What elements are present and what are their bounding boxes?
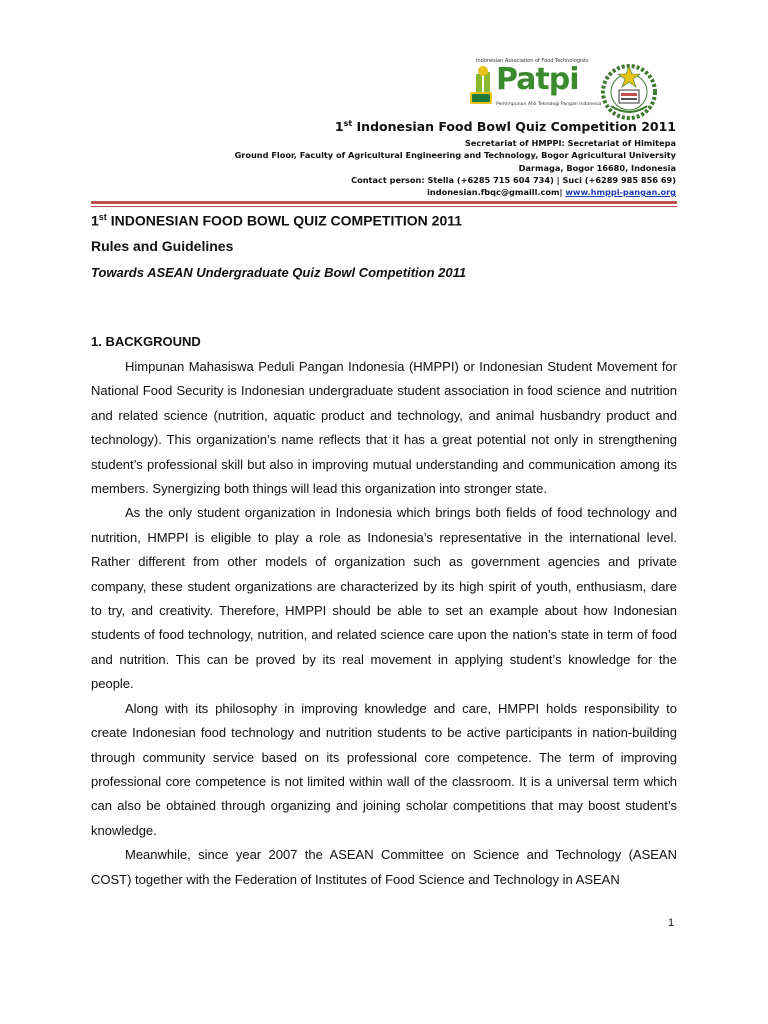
letterhead-website-link[interactable]: www.hmppi-pangan.org	[565, 187, 676, 197]
letterhead-email-line	[0, 187, 676, 197]
paragraph: Meanwhile, since year 2007 the ASEAN Committee on Science and Technology (ASEAN COST) together with the Federation of Institutes of Food Science and Technology in ASEAN	[91, 847, 677, 887]
paragraph: Himpunan Mahasiswa Peduli Pangan Indonesia (HMPPI) or Indonesian Student Movement for National Food Security is Indonesian undergraduate student association in food science and nutrition and related science (nutrition, aquatic product and technology, and animal husbandry product and technology). This organization’s name reflects that it has a great potential not only in strengthening student’s professional skill but also in improving mutual understanding and communication among its members. Synergizing both things will lead this organization into stronger state.	[91, 359, 677, 497]
header-divider-thin	[91, 206, 677, 207]
logo-bottom-text: Perhimpunan Ahli Teknologi Pangan Indonesia	[496, 102, 602, 107]
patpi-logo	[470, 58, 602, 120]
page-number: 1	[668, 917, 675, 929]
logo-top-text: Indonesian Association of Food Technologists	[476, 58, 589, 64]
letterhead-address1: Ground Floor, Faculty of Agricultural Engineering and Technology, Bogor Agricultural University	[234, 150, 676, 160]
document-tagline: Towards ASEAN Undergraduate Quiz Bowl Competition 2011	[91, 265, 467, 280]
logo-name: Patpi	[496, 62, 579, 97]
letterhead-secretariat: Secretariat of HMPPI: Secretariat of Himitepa	[464, 138, 676, 148]
section-body	[91, 355, 677, 892]
letterhead-title: 1st Indonesian Food Bowl Quiz Competition 2011	[334, 119, 676, 135]
letterhead-contact: Contact person: Stella (+6285 715 604 734) | Suci (+6289 985 856 69)	[351, 175, 676, 185]
document-subtitle: Rules and Guidelines	[91, 238, 234, 254]
letterhead-email: indonesian.fbqc@gmaill.com|	[427, 187, 563, 197]
letterhead-address2: Darmaga, Bogor 16680, Indonesia	[518, 163, 676, 173]
paragraph: As the only student organization in Indonesia which brings both fields of food technology and nutrition, HMPPI is eligible to play a role as Indonesia’s representative in the international level. Rather different from other models of organization such as government agencies and private company, these student organizations are characterized by its high spirit of youth, enthusiasm, dare to try, and creativity. Therefore, HMPPI should be able to set an example about how Indonesian students of food technology, nutrition, and related science care upon the nation’s state in term of food and nutrition. This can be proved by its real movement in applying student’s knowledge for the people.	[91, 505, 677, 692]
paragraph: Along with its philosophy in improving knowledge and care, HMPPI holds responsibility to create Indonesian food technology and nutrition students to be active participants in nation-building through community service based on its professional core competence. The term of improving professional core competence is not limited within wall of the classroom. It is a universal term which can also be obtained through organizing and joining scholar competitions that may boost student’s knowledge.	[91, 700, 677, 838]
document-title: 1st INDONESIAN FOOD BOWL QUIZ COMPETITION 2011	[91, 212, 463, 229]
hmppi-seal-icon	[597, 60, 661, 122]
header-divider-thick	[91, 201, 677, 204]
section-heading: 1. BACKGROUND	[91, 334, 201, 349]
